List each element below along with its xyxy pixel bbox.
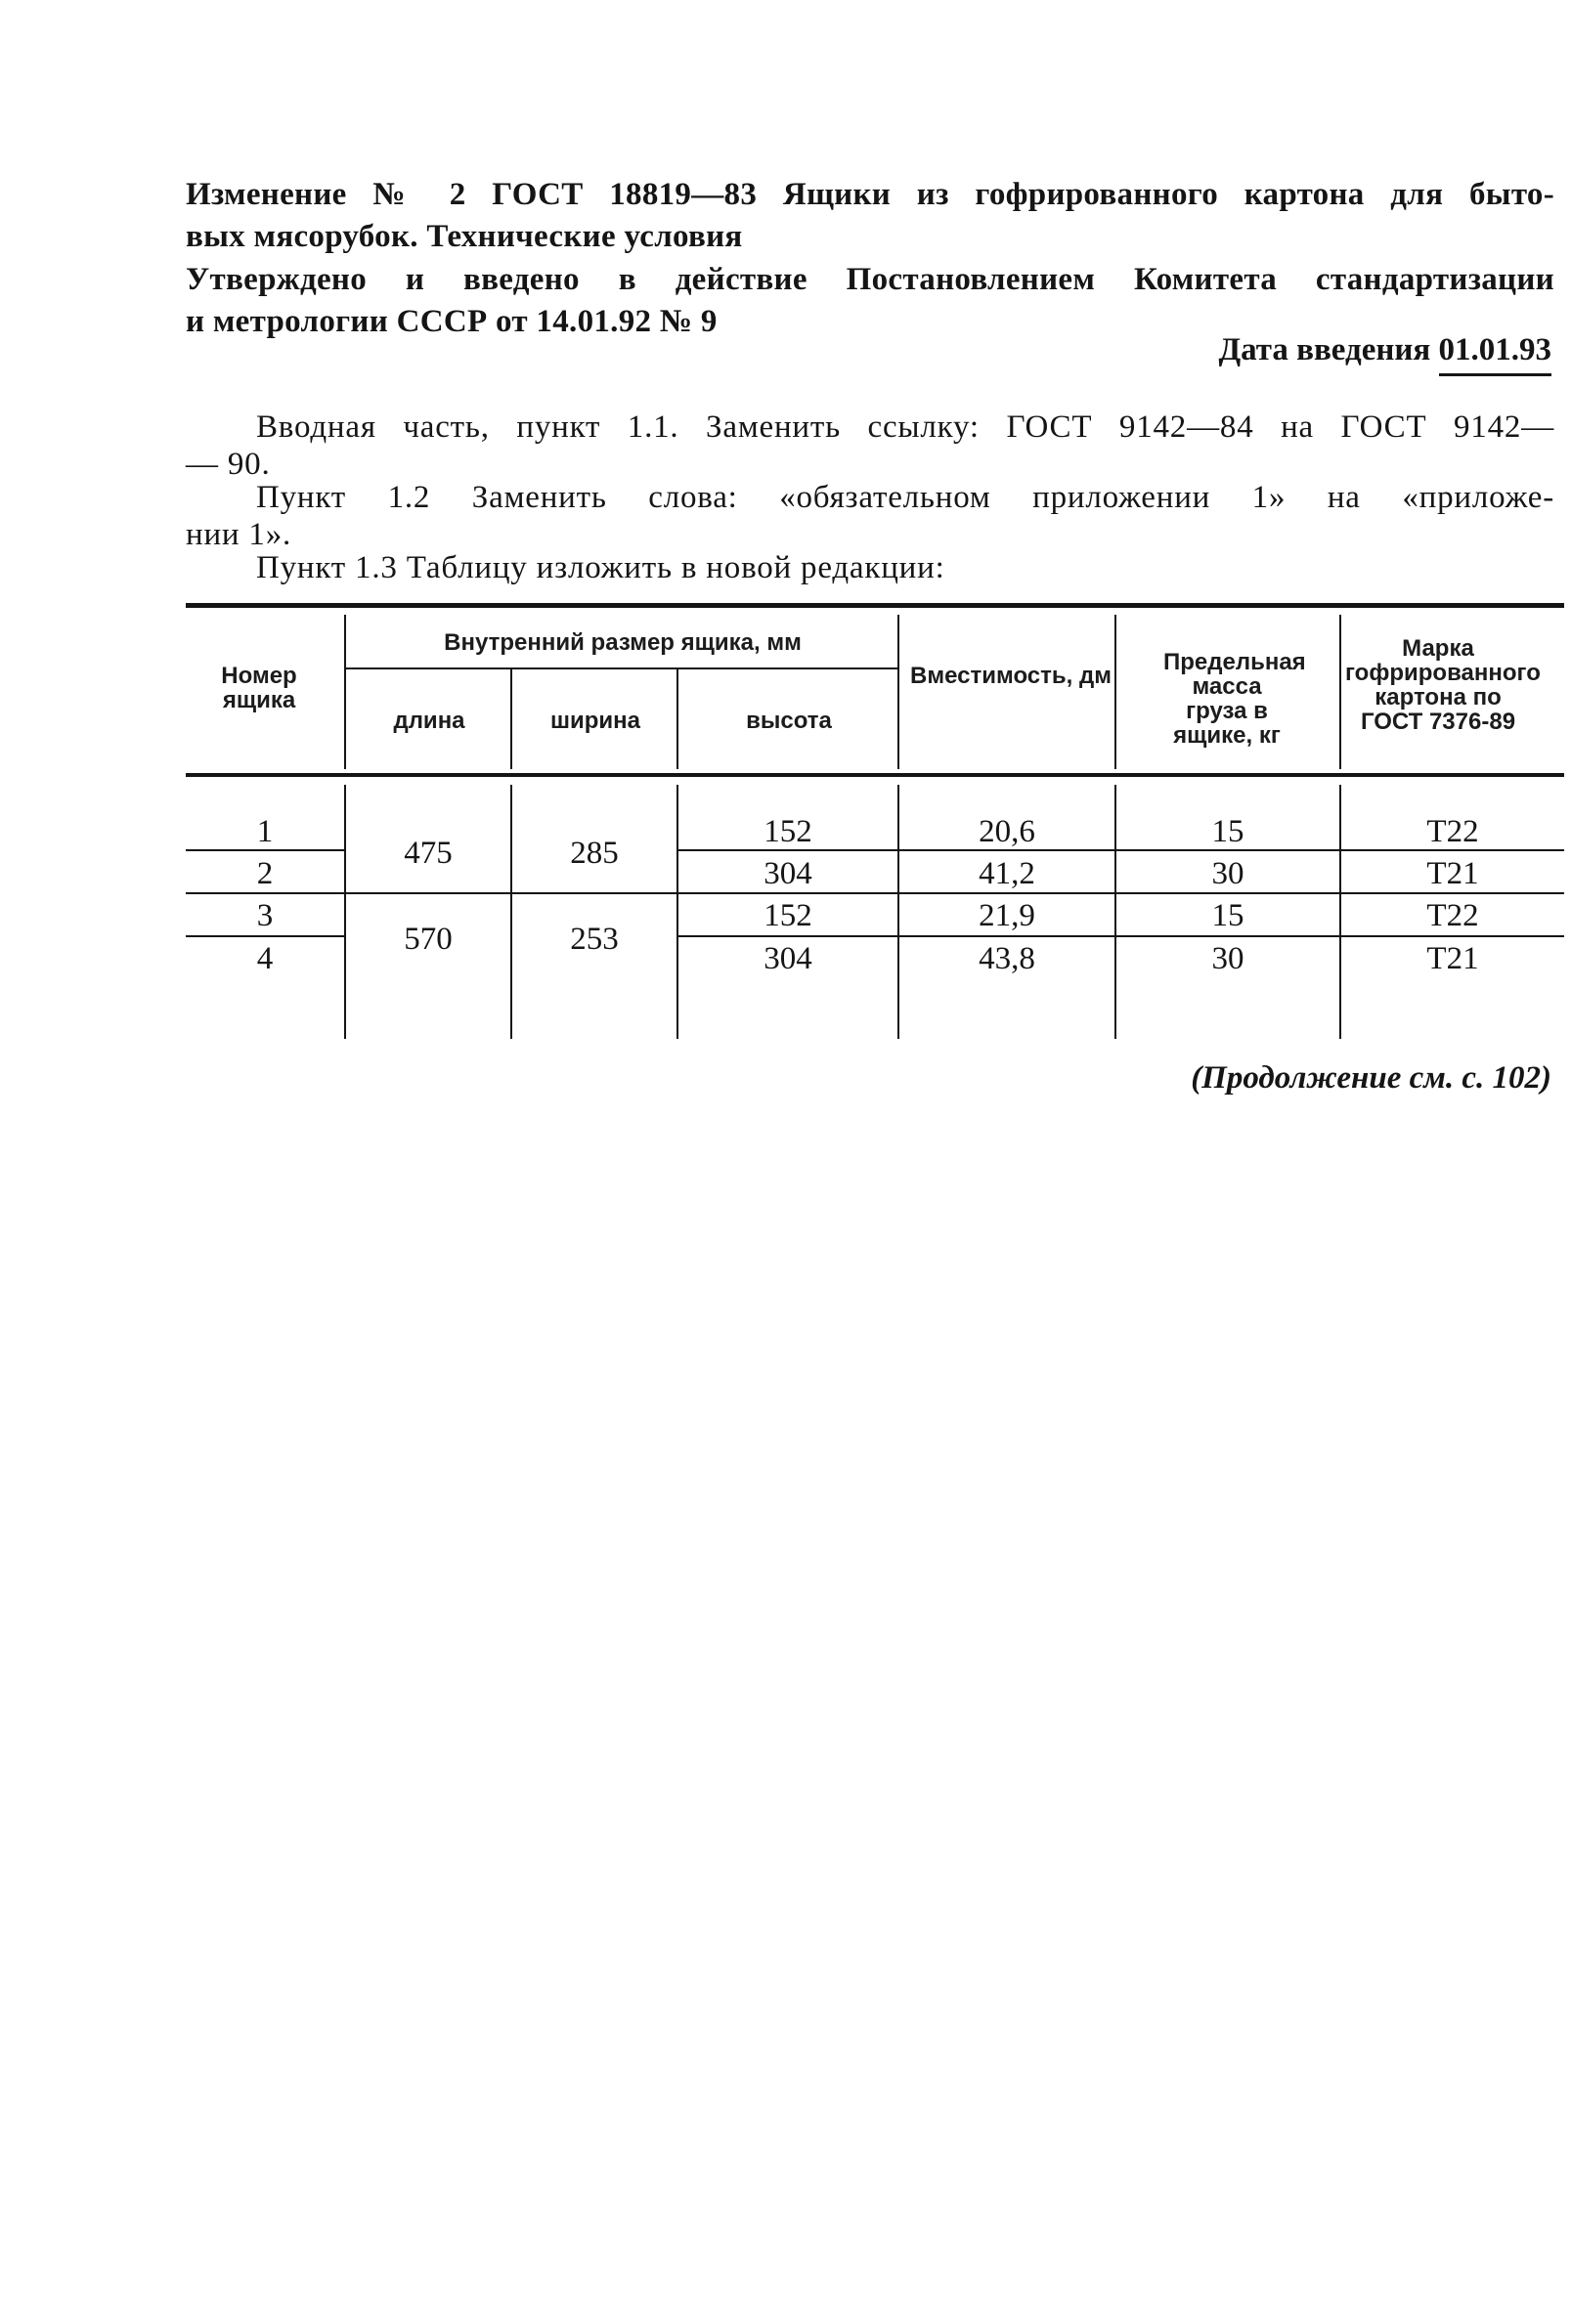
cell-height: 304: [764, 941, 812, 976]
paragraph-intro-line-2: — 90.: [186, 447, 271, 482]
header-width: ширина: [549, 708, 640, 734]
header-cardboard-grade: Марка гофрированного картона по ГОСТ 7376-89: [1345, 635, 1541, 735]
cell-max-load: 30: [1211, 856, 1244, 891]
paragraph-item-1-3: [186, 549, 1554, 586]
cell-width: 285: [570, 836, 619, 871]
column-divider: [1114, 615, 1116, 769]
paragraph-item-1-2: [186, 479, 1554, 553]
document-title: [186, 174, 1554, 258]
header-max-load: Предельная масса груза в ящике, кг: [1163, 649, 1306, 749]
header-height: высота: [746, 708, 832, 734]
table-top-rule: [186, 603, 1564, 608]
title-line-1: Изменение № 2 ГОСТ 18819—83 Ящики из гофрированного картона для быто-: [186, 177, 1554, 212]
cell-length: 475: [404, 836, 453, 871]
cell-cardboard-grade: Т22: [1426, 814, 1479, 849]
cell-cardboard-grade: Т21: [1426, 941, 1479, 976]
cell-cardboard-grade: Т22: [1426, 898, 1479, 933]
table-header-rule: [186, 773, 1564, 777]
box-specification-table: [186, 603, 1564, 1041]
paragraph-item-1-2-line-1: Пункт 1.2 Заменить слова: «обязательном приложении 1» на «приложе-: [256, 480, 1554, 515]
cell-box-number: 3: [256, 898, 274, 933]
header-subrule: [344, 667, 899, 669]
continuation-note: (Продолжение см. с. 102): [1191, 1060, 1551, 1096]
column-divider: [897, 615, 899, 769]
cell-max-load: 30: [1211, 941, 1244, 976]
cell-box-number: 1: [256, 814, 274, 849]
cell-capacity: 21,9: [979, 898, 1035, 933]
effective-date-value: 01.01.93: [1439, 332, 1552, 376]
header-box-number: Номер ящика: [221, 663, 297, 713]
header-inner-size: Внутренний размер ящика, мм: [444, 629, 802, 656]
title-line-2: вых мясорубок. Технические условия: [186, 219, 743, 254]
approval-line-1: Утверждено и введено в действие Постановлением Комитета стандартизации: [186, 262, 1554, 297]
paragraph-item-1-3-line-1: Пункт 1.3 Таблицу изложить в новой редакции:: [256, 550, 945, 585]
cell-capacity: 20,6: [979, 814, 1035, 849]
effective-date-label: Дата введения: [1218, 332, 1431, 367]
row-separator: [186, 935, 346, 937]
paragraph-intro: [186, 409, 1554, 483]
cell-height: 304: [764, 856, 812, 891]
paragraph-item-1-2-line-2: нии 1».: [186, 517, 292, 552]
cell-length: 570: [404, 922, 453, 957]
header-length: длина: [393, 708, 465, 734]
header-capacity: Вместимость, дм: [910, 663, 1112, 689]
cell-height: 152: [764, 898, 812, 933]
cell-max-load: 15: [1211, 814, 1244, 849]
approval-statement: [186, 259, 1554, 343]
cell-max-load: 15: [1211, 898, 1244, 933]
column-divider: [1339, 615, 1341, 769]
cell-capacity: 43,8: [979, 941, 1035, 976]
cell-height: 152: [764, 814, 812, 849]
paragraph-intro-line-1: Вводная часть, пункт 1.1. Заменить ссылку: ГОСТ 9142—84 на ГОСТ 9142—: [256, 409, 1554, 445]
cell-box-number: 2: [256, 856, 274, 891]
column-divider: [344, 615, 346, 769]
column-divider: [510, 785, 512, 1039]
row-separator: [676, 935, 1564, 937]
cell-box-number: 4: [256, 941, 274, 976]
column-divider: [510, 669, 512, 769]
effective-date: [1218, 332, 1551, 368]
approval-line-2: и метрологии СССР от 14.01.92 № 9: [186, 304, 718, 339]
cell-cardboard-grade: Т21: [1426, 856, 1479, 891]
column-divider: [676, 669, 678, 769]
cell-capacity: 41,2: [979, 856, 1035, 891]
cell-width: 253: [570, 922, 619, 957]
column-divider: [344, 785, 346, 1039]
